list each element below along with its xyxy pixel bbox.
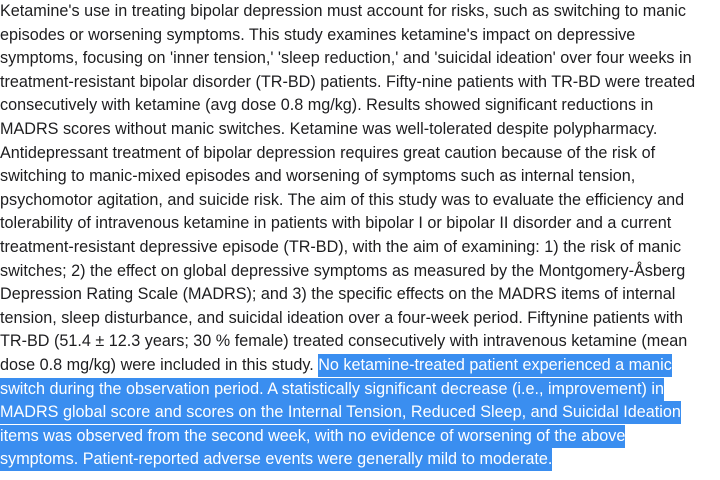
text-line	[0, 189, 720, 213]
text-run: MADRS scores without manic switches. Ketamine was well-tolerated despite polypharmacy.	[0, 119, 658, 138]
text-line	[0, 0, 720, 24]
text-run: tension, sleep disturbance, and suicidal ideation over a four-week period. Fiftynine patients with	[0, 308, 683, 327]
text-line	[0, 283, 720, 307]
text-line	[0, 260, 720, 284]
text-run: Depression Rating Scale (MADRS); and 3) the specific effects on the MADRS items of internal	[0, 285, 676, 304]
text-line	[0, 212, 720, 236]
text-run: psychomotor agitation, and suicide risk. The aim of this study was to evaluate the efficiency and	[0, 190, 685, 209]
text-line	[0, 401, 720, 425]
selected-text[interactable]: MADRS global score and scores on the Internal Tension, Reduced Sleep, and Suicidal Ideation	[0, 401, 681, 424]
text-line	[0, 94, 720, 118]
text-run: Ketamine's use in treating bipolar depression must account for risks, such as switching to manic	[0, 2, 686, 20]
text-line	[0, 118, 720, 142]
text-run: tolerability of intravenous ketamine in patients with bipolar I or bipolar II disorder and a current	[0, 214, 672, 233]
text-run: episodes or worsening symptoms. This study examines ketamine's impact on depressive	[0, 25, 636, 44]
text-line	[0, 24, 720, 48]
text-line	[0, 425, 720, 449]
text-run: dose 0.8 mg/kg) were included in this study.	[0, 355, 319, 374]
selected-text[interactable]: symptoms. Patient-reported adverse events were generally mild to moderate.	[0, 448, 552, 471]
text-line	[0, 354, 720, 378]
selected-text[interactable]: switch during the observation period. A statistically significant decrease (i.e., improvement) in	[0, 378, 664, 401]
selected-text[interactable]: items was observed from the second week, with no evidence of worsening of the above	[0, 425, 625, 448]
text-line	[0, 165, 720, 189]
text-run: treatment-resistant bipolar disorder (TR-BD) patients. Fifty-nine patients with TR-BD were treated	[0, 72, 696, 91]
text-line	[0, 71, 720, 95]
text-run: TR-BD (51.4 ± 12.3 years; 30 % female) treated consecutively with intravenous ketamine (mean	[0, 332, 688, 351]
text-run: consecutively with ketamine (avg dose 0.8 mg/kg). Results showed significant reductions in	[0, 96, 654, 115]
selected-text[interactable]: No ketamine-treated patient experienced a manic	[318, 354, 672, 377]
text-run: symptoms, focusing on 'inner tension,' 'sleep reduction,' and 'suicidal ideation' over four weeks in	[0, 49, 692, 68]
text-line	[0, 236, 720, 260]
text-run: switching to manic-mixed episodes and worsening of symptoms such as internal tension,	[0, 167, 636, 186]
text-line	[0, 448, 720, 472]
text-line	[0, 330, 720, 354]
text-run: switches; 2) the effect on global depressive symptoms as measured by the Montgomery-Åsberg	[0, 261, 686, 280]
text-run: Antidepressant treatment of bipolar depression requires great caution because of the risk of	[0, 143, 656, 162]
text-line	[0, 142, 720, 166]
text-line	[0, 307, 720, 331]
text-line	[0, 378, 720, 402]
text-line	[0, 47, 720, 71]
text-run: treatment-resistant depressive episode (TR-BD), with the aim of examining: 1) the risk of manic	[0, 237, 682, 256]
